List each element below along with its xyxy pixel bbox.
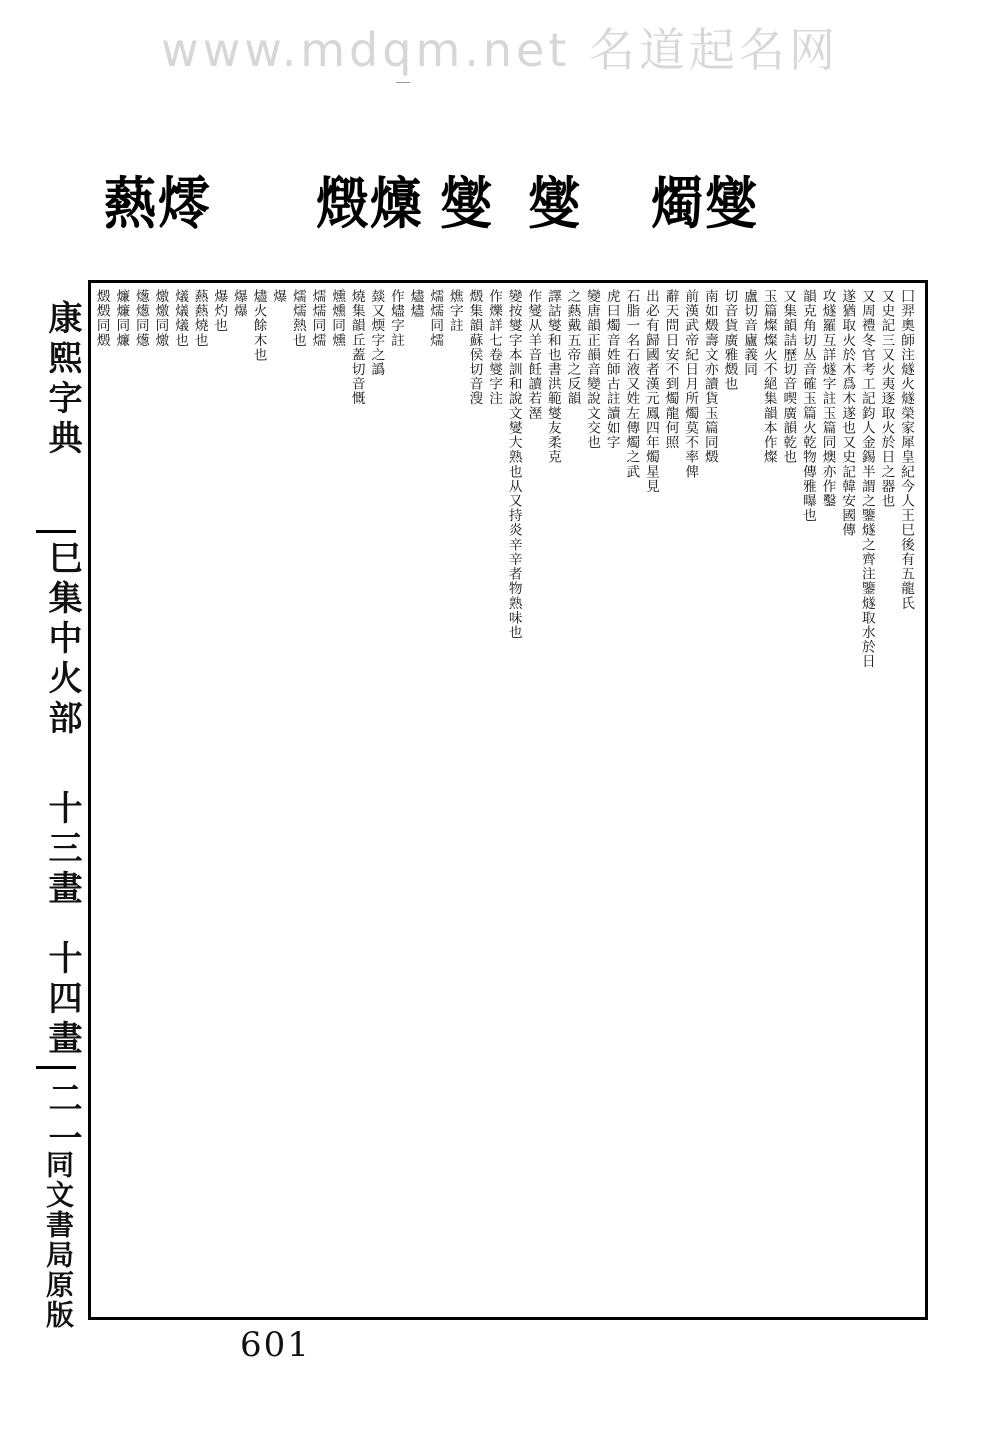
text-column: 燒集韻丘蓋切音慨 bbox=[348, 289, 365, 406]
text-column: 韻克角切丛音確玉篇火乾物傳雅曝也 bbox=[799, 289, 816, 523]
text-column: 又史記三又火夷逐取火於日之器也 bbox=[878, 289, 895, 509]
watermark: www.mdqm.net 名道起名网 bbox=[160, 23, 840, 77]
text-column: 攻燧羅互詳燧字註玉篇同燠亦作鑿 bbox=[819, 289, 836, 509]
text-column: 燩燩同燩 bbox=[152, 289, 169, 348]
text-column: 燬燬同燬 bbox=[93, 289, 110, 348]
text-column: 爆灼也 bbox=[211, 289, 228, 333]
text-column: 南如燬壽文亦讀貨玉篇同燬 bbox=[701, 289, 718, 465]
text-column: 燻燻同燻 bbox=[329, 289, 346, 348]
seal-header-2: 燬燺 bbox=[315, 170, 424, 237]
page-number: 601 bbox=[240, 1325, 311, 1365]
text-column: 囗羿奧師注燧火燧榮家犀皇紀今人王巳後有五龍氏 bbox=[898, 289, 914, 611]
text-column: 又周禮冬官考工記鈞人金錫半謂之鑒燧之齊注鑒燧取水於日 bbox=[858, 289, 875, 669]
text-column: 又集韻詰歷切音喫廣韻乾也 bbox=[780, 289, 797, 465]
text-column: 石脂一名石液又姓左傳燭之武 bbox=[623, 289, 640, 479]
volume-section: 巳集中 bbox=[42, 540, 82, 660]
seal-header-4: 燮 bbox=[527, 170, 582, 237]
text-column: 虎曰燭音姓師古註讀如字 bbox=[603, 289, 620, 450]
text-column: 燪燪同燪 bbox=[132, 289, 149, 348]
seal-header-1: 爇燯 bbox=[103, 170, 212, 237]
text-column: 燫燫同燫 bbox=[113, 289, 130, 348]
text-column: 出必有歸國者漢元鳳四年燭星見 bbox=[642, 289, 659, 494]
text-column: 爆 bbox=[270, 289, 287, 304]
text-column: 作燮从羊音飪讀若溼 bbox=[525, 289, 542, 421]
text-column: 切音貨廣雅燬也 bbox=[721, 289, 738, 392]
stroke-count-a: 十三畫 bbox=[42, 790, 82, 910]
publisher-label: 同文書局原版 bbox=[42, 1150, 75, 1330]
text-column: 之爇戴五帝之反韻 bbox=[564, 289, 581, 406]
text-column: 燼燼 bbox=[407, 289, 424, 319]
text-column: 燅又煗字之譌 bbox=[368, 289, 385, 377]
margin-rule-2 bbox=[36, 1066, 76, 1069]
text-column: 譯詁燮和也書洪範燮友柔克 bbox=[544, 289, 561, 465]
text-column: 燬集韻蘇侯切音溲 bbox=[466, 289, 483, 406]
top-dash-mark bbox=[396, 82, 410, 83]
seal-header-5: 燭燮 bbox=[650, 170, 759, 237]
text-column: 盧切音廬義同 bbox=[741, 289, 758, 377]
text-column: 爆爆 bbox=[230, 289, 247, 319]
text-column: 燸燸熱也 bbox=[289, 289, 306, 348]
text-column: 爇爇燒也 bbox=[191, 289, 208, 348]
text-column: 玉篇燦燦火不絕集韻本作燦 bbox=[760, 289, 777, 465]
text-column: 作燼字註 bbox=[387, 289, 404, 348]
leaf-number: 二一 bbox=[42, 1080, 82, 1160]
text-column: 前漢武帝紀日月所燭莫不率俾 bbox=[682, 289, 699, 479]
dictionary-title: 康熙字典 bbox=[42, 300, 82, 460]
text-column: 燸燸同燸 bbox=[309, 289, 326, 348]
stroke-count-b: 十四畫 bbox=[42, 940, 82, 1060]
text-column: 遂猶取火於木爲木遂也又史記韓安國傳 bbox=[839, 289, 856, 538]
margin-rule-1 bbox=[36, 530, 76, 533]
text-column: 燼火餘木也 bbox=[250, 289, 267, 363]
radical-label: 火部 bbox=[42, 660, 82, 740]
text-column: 辭天問日安不到燭龍何照 bbox=[662, 289, 679, 450]
text-column: 燋字註 bbox=[446, 289, 463, 333]
text-column: 作爍詳七卷燮字注 bbox=[486, 289, 502, 406]
text-column: 燨燨燨也 bbox=[172, 289, 189, 348]
seal-header-3: 燮 bbox=[439, 170, 494, 237]
margin-caption bbox=[28, 290, 82, 1330]
text-frame bbox=[88, 280, 928, 1320]
text-column: 燸燸同燸 bbox=[427, 289, 444, 348]
text-column: 變唐韻正韻音變說文交也 bbox=[584, 289, 601, 450]
text-column: 變按燮字本訓和說文燮大熟也从又持炎辛辛者物熟味也 bbox=[505, 289, 522, 640]
